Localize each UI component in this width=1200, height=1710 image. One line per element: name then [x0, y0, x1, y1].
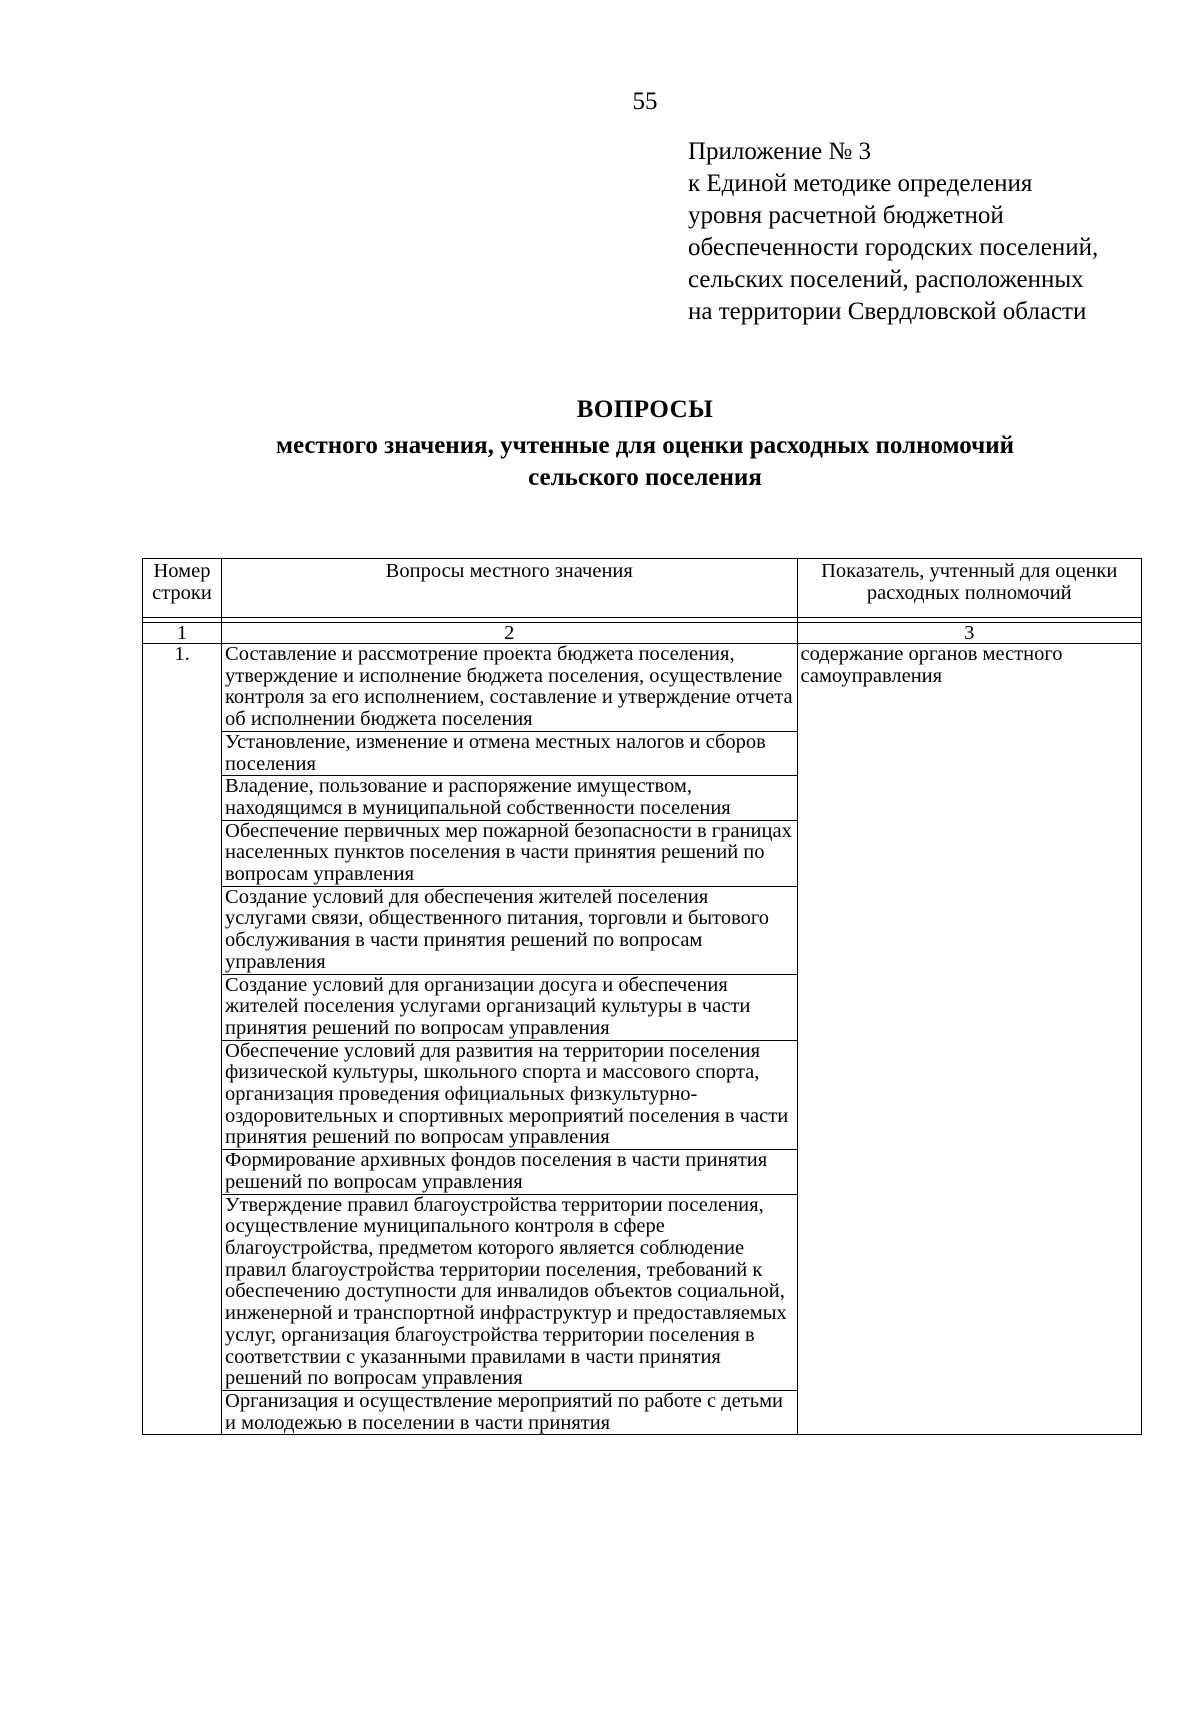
appendix-block: [688, 136, 1158, 328]
header-questions: Вопросы местного значения: [222, 559, 797, 618]
question-cell: Создание условий для организации досуга и обеспечения жителей поселения услугами организаций культуры в части принятия решений по вопросам управления: [222, 974, 797, 1040]
subtitle-line: сельского поселения: [528, 464, 762, 491]
appendix-line: уровня расчетной бюджетной: [688, 202, 1004, 229]
question-cell: Организация и осуществление мероприятий по работе с детьми и молодежью в поселении в части принятия: [222, 1390, 797, 1434]
column-number: 1: [143, 623, 222, 644]
column-numbers-row: [143, 623, 1142, 644]
table-row: [143, 644, 1142, 732]
appendix-line: обеспеченности городских поселений,: [688, 234, 1099, 261]
appendix-line: Приложение № 3: [688, 138, 872, 165]
indicator-cell: содержание органов местного самоуправления: [797, 644, 1142, 1435]
question-cell: Обеспечение первичных мер пожарной безопасности в границах населенных пунктов поселения в части принятия решений по вопросам управления: [222, 820, 797, 886]
question-cell: Создание условий для обеспечения жителей поселения услугами связи, общественного питания, торговли и бытового обслуживания в части принятия решений по вопросам управления: [222, 886, 797, 974]
question-cell: Формирование архивных фондов поселения в части принятия решений по вопросам управления: [222, 1150, 797, 1194]
table-header-row: [143, 559, 1142, 618]
appendix-line: сельских поселений, расположенных: [688, 266, 1084, 293]
page-number: 55: [632, 88, 658, 115]
subtitle-line: местного значения, учтенные для оценки расходных полномочий: [275, 432, 1015, 459]
column-number: 3: [797, 623, 1142, 644]
question-cell: Обеспечение условий для развития на территории поселения физической культуры, школьного спорта и массового спорта, организация проведения официальных физкультурно-оздоровительных и спортивных мероприятий поселения в части принятия решений по вопросам управления: [222, 1040, 797, 1150]
header-row-number: Номер строки: [143, 559, 222, 618]
question-cell: Владение, пользование и распоряжение имуществом, находящимся в муниципальной собственности поселения: [222, 776, 797, 820]
question-cell: Установление, изменение и отмена местных налогов и сборов поселения: [222, 731, 797, 775]
row-number: 1.: [143, 644, 222, 1435]
header-indicator: Показатель, учтенный для оценки расходных полномочий: [797, 559, 1142, 618]
column-number: 2: [222, 623, 797, 644]
appendix-line: к Единой методике определения: [688, 170, 1033, 197]
questions-table: [142, 558, 1142, 1435]
document-title: ВОПРОСЫ: [576, 396, 714, 423]
question-cell: Утверждение правил благоустройства территории поселения, осуществление муниципального контроля в сфере благоустройства, предметом которого является соблюдение правил благоустройства территории поселения, требований к обеспечению доступности для инвалидов объектов социальной, инженерной и транспортной инфраструктур и предоставляемых услуг, организация благоустройства территории поселения в соответствии с указанными правилами в части принятия решений по вопросам управления: [222, 1194, 797, 1390]
document-subtitle: [0, 430, 1200, 494]
question-cell: Составление и рассмотрение проекта бюджета поселения, утверждение и исполнение бюджета поселения, осуществление контроля за его исполнением, составление и утверждение отчета об исполнении бюджета поселения: [222, 644, 797, 732]
appendix-line: на территории Свердловской области: [688, 298, 1087, 325]
